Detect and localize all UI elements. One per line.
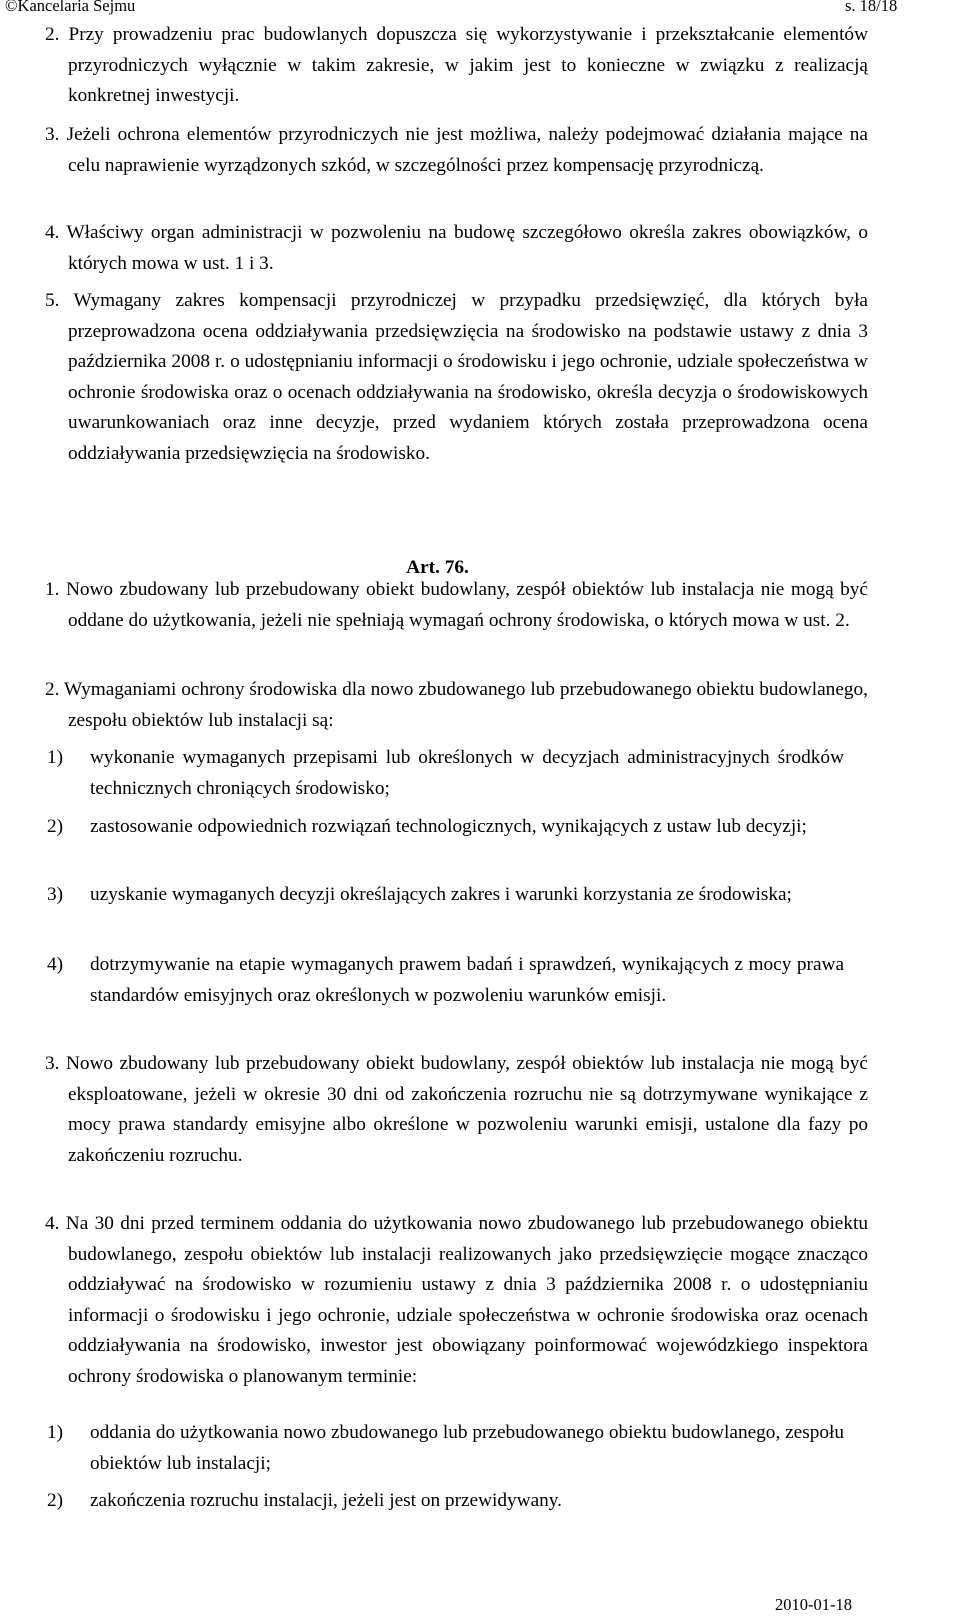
article-paragraph-1: 1. Nowo zbudowany lub przebudowany obiekt budowlany, zespół obiektów lub instalacja nie mogą być oddane do użytkowania, jeżeli nie spełniają wymagań ochrony środowiska, o których mowa w ust. 2. [45, 579, 868, 631]
item-number: 3) [47, 884, 64, 905]
item-text: uzyskanie wymaganych decyzji określających zakres i warunki korzystania ze środowiska; [90, 884, 792, 905]
item-text: zakończenia rozruchu instalacji, jeżeli jest on przewidywany. [90, 1490, 563, 1511]
article-paragraph-3: 3. Nowo zbudowany lub przebudowany obiekt budowlany, zespół obiektów lub instalacja nie mogą być eksploatowane, jeżeli w okresie 30 dni od zakończenia rozruchu nie są dotrzymywane wynikające z mocy prawa standardy emisyjne albo określone w pozwoleniu warunki emisji, ustalone dla fazy po zakończeniu rozruchu. [45, 1053, 868, 1166]
paragraph-3: 3. Jeżeli ochrona elementów przyrodniczych nie jest możliwa, należy podejmować działania mające na celu naprawienie wyrządzonych szkód, w szczególności przez kompensację przyrodniczą. [45, 124, 868, 176]
article-p2-item-2 [47, 812, 844, 843]
paragraph-2: 2. Przy prowadzeniu prac budowlanych dopuszcza się wykorzystywanie i przekształcanie elementów przyrodniczych wyłącznie w takim zakresie, w jakim jest to konieczne w związku z realizacją konkretnej inwestycji. [45, 24, 868, 106]
paragraph-5: 5. Wymagany zakres kompensacji przyrodniczej w przypadku przedsięwzięć, dla których była przeprowadzona ocena oddziaływania przedsięwzięcia na środowisko na podstawie ustawy z dnia 3 października 2008 r. o udostępnianiu informacji o środowisku i jego ochronie, udziale społeczeństwa w ochronie środowiska oraz o ocenach oddziaływania na środowisko, określa decyzja o środowiskowych uwarunkowaniach oraz inne decyzje, przed wydaniem których została przeprowadzona ocena oddziaływania przedsięwzięcia na środowisko. [45, 290, 868, 464]
footer-date: 2010-01-18 [775, 1595, 852, 1614]
item-text: zastosowanie odpowiednich rozwiązań technologicznych, wynikających z ustaw lub decyzji; [90, 816, 807, 837]
item-number: 1) [47, 747, 64, 768]
item-number: 2) [47, 1490, 64, 1511]
article-p4-item-2 [47, 1486, 844, 1517]
item-number: 1) [47, 1422, 64, 1443]
item-text: dotrzymywanie na etapie wymaganych prawem badań i sprawdzeń, wynikających z mocy prawa standardów emisyjnych oraz określonych w pozwoleniu warunków emisji. [90, 954, 844, 1006]
article-paragraph-2: 2. Wymaganiami ochrony środowiska dla nowo zbudowanego lub przebudowanego obiektu budowlanego, zespołu obiektów lub instalacji są: [45, 679, 868, 731]
article-p2-item-1 [47, 743, 844, 804]
item-text: oddania do użytkowania nowo zbudowanego lub przebudowanego obiektu budowlanego, zespołu obiektów lub instalacji; [90, 1422, 844, 1474]
header-page-number: s. 18/18 [845, 0, 898, 15]
article-paragraph-4: 4. Na 30 dni przed terminem oddania do użytkowania nowo zbudowanego lub przebudowanego obiektu budowlanego, zespołu obiektów lub instalacji realizowanych jako przedsięwzięcie mogące znacząco oddziaływać na środowisko w rozumieniu ustawy z dnia 3 października 2008 r. o udostępnianiu informacji o środowisku i jego ochronie, udziale społeczeństwa w ochronie środowiska oraz ocenach oddziaływania na środowisko, inwestor jest obowiązany poinformować wojewódzkiego inspektora ochrony środowiska o planowanym terminie: [45, 1213, 868, 1387]
header-source: ©Kancelaria Sejmu [5, 0, 136, 15]
article-title: Art. 76. [406, 557, 469, 578]
item-number: 2) [47, 816, 64, 837]
item-number: 4) [47, 954, 64, 975]
article-p2-item-3 [47, 880, 844, 911]
article-p4-item-1 [47, 1418, 844, 1479]
item-text: wykonanie wymaganych przepisami lub określonych w decyzjach administracyjnych środków technicznych chroniących środowisko; [90, 747, 844, 799]
article-p2-item-4 [47, 950, 844, 1011]
paragraph-4: 4. Właściwy organ administracji w pozwoleniu na budowę szczegółowo określa zakres obowiązków, o których mowa w ust. 1 i 3. [45, 222, 868, 274]
